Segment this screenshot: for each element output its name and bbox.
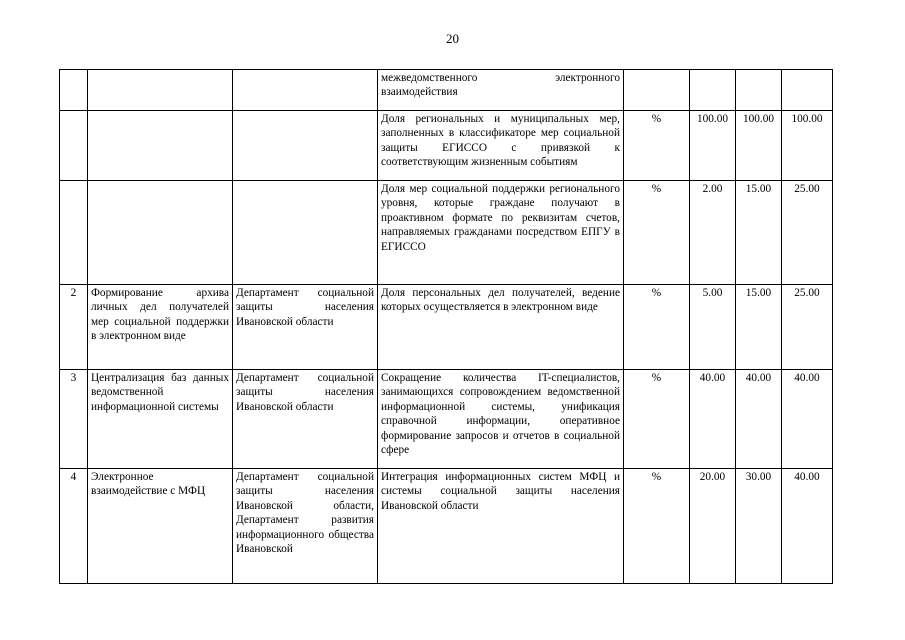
value-cell: 5.00 [690, 285, 736, 370]
value-cell: 40.00 [736, 370, 782, 469]
row-number: 2 [60, 285, 88, 370]
value-cell: 40.00 [782, 469, 833, 584]
value-cell: 40.00 [782, 370, 833, 469]
activity-cell: Централизация баз данных ведомственной информационной системы [88, 370, 233, 469]
row-number [60, 181, 88, 285]
activity-cell [88, 181, 233, 285]
value-cell: 100.00 [736, 111, 782, 181]
table-row [60, 370, 833, 469]
measures-table [59, 69, 833, 584]
responsible-cell [233, 70, 378, 111]
responsible-cell: Департамент социальной защиты населения Ивановской области [233, 285, 378, 370]
table-row [60, 469, 833, 584]
responsible-cell: Департамент социальной защиты населения Ивановской области, Департамент развития информационного общества Ивановской [233, 469, 378, 584]
indicator-line: межведомственного электронного [381, 72, 620, 84]
value-cell: 30.00 [736, 469, 782, 584]
value-cell: 15.00 [736, 181, 782, 285]
row-number [60, 70, 88, 111]
table-row [60, 70, 833, 111]
value-cell: 100.00 [690, 111, 736, 181]
value-cell: 40.00 [690, 370, 736, 469]
row-number: 3 [60, 370, 88, 469]
value-cell: 2.00 [690, 181, 736, 285]
activity-cell: Формирование архива личных дел получателей мер социальной поддержки в электронном виде [88, 285, 233, 370]
value-cell [736, 70, 782, 111]
page-number: 20 [446, 31, 459, 46]
responsible-cell [233, 111, 378, 181]
indicator-cell [378, 70, 624, 111]
table-row [60, 285, 833, 370]
indicator-cell: Интеграция информационных систем МФЦ и системы социальной защиты населения Ивановской области [378, 469, 624, 584]
value-cell: 20.00 [690, 469, 736, 584]
value-cell [782, 70, 833, 111]
unit-cell [624, 70, 690, 111]
unit-cell: % [624, 370, 690, 469]
activity-cell [88, 111, 233, 181]
activity-cell [88, 70, 233, 111]
row-number [60, 111, 88, 181]
value-cell: 100.00 [782, 111, 833, 181]
responsible-cell [233, 181, 378, 285]
value-cell [690, 70, 736, 111]
indicator-line: взаимодействия [381, 86, 458, 99]
indicator-cell: Сокращение количества IT-специалистов, занимающихся сопровождением ведомственной информационной системы, унификация справочной информации, оперативное формирование запросов и отчетов в социальной сфере [378, 370, 624, 469]
row-number: 4 [60, 469, 88, 584]
value-cell: 25.00 [782, 181, 833, 285]
activity-cell: Электронное взаимодействие с МФЦ [88, 469, 233, 584]
table-row [60, 111, 833, 181]
responsible-cell: Департамент социальной защиты населения Ивановской области [233, 370, 378, 469]
indicator-cell: Доля мер социальной поддержки регионального уровня, которые граждане получают в проактивном формате по реквизитам счетов, направляемых гражданами посредством ЕПГУ в ЕГИССО [378, 181, 624, 285]
unit-cell: % [624, 469, 690, 584]
unit-cell: % [624, 285, 690, 370]
value-cell: 15.00 [736, 285, 782, 370]
unit-cell: % [624, 111, 690, 181]
unit-cell: % [624, 181, 690, 285]
value-cell: 25.00 [782, 285, 833, 370]
table-row [60, 181, 833, 285]
indicator-cell: Доля персональных дел получателей, ведение которых осуществляется в электронном виде [378, 285, 624, 370]
indicator-cell: Доля региональных и муниципальных мер, заполненных в классификаторе мер социальной защиты ЕГИССО с привязкой к соответствующим жизненным событиям [378, 111, 624, 181]
